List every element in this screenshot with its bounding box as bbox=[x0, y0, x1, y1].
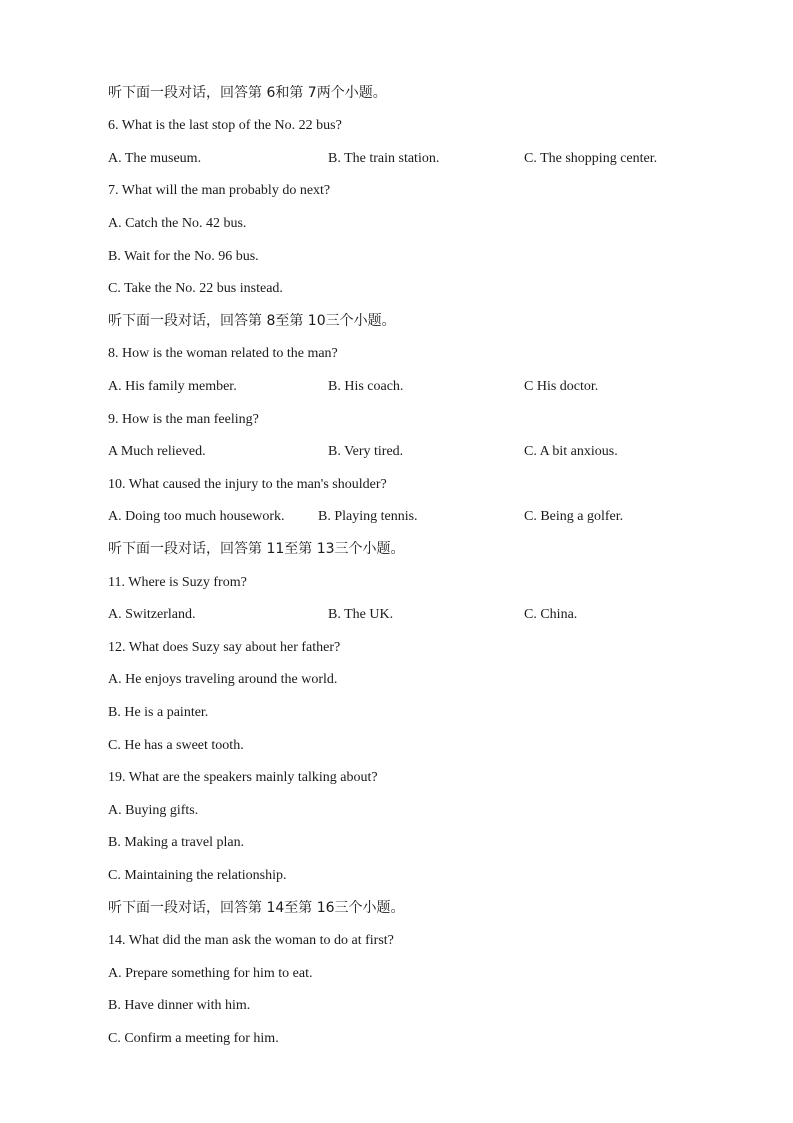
question-12-option-b: B. He is a painter. bbox=[108, 705, 209, 720]
question-8-option-b: B. His coach. bbox=[328, 379, 404, 394]
question-11-option-c: C. China. bbox=[524, 607, 578, 622]
question-7-option-b: B. Wait for the No. 96 bus. bbox=[108, 249, 259, 264]
section-heading: 听下面一段对话，回答第 14至第 16三个小题。 bbox=[108, 900, 405, 916]
question-14-option-b: B. Have dinner with him. bbox=[108, 998, 251, 1013]
question-9: 9. How is the man feeling? bbox=[108, 412, 259, 427]
question-12-option-a: A. He enjoys traveling around the world. bbox=[108, 672, 338, 687]
question-19-option-c: C. Maintaining the relationship. bbox=[108, 868, 287, 883]
question-10-option-a: A. Doing too much housework. bbox=[108, 509, 285, 524]
question-7-option-c: C. Take the No. 22 bus instead. bbox=[108, 281, 283, 296]
question-9-option-c: C. A bit anxious. bbox=[524, 444, 618, 459]
question-6-option-b: B. The train station. bbox=[328, 151, 440, 166]
question-6-option-a: A. The museum. bbox=[108, 151, 202, 166]
question-14-option-c: C. Confirm a meeting for him. bbox=[108, 1031, 279, 1046]
question-14-option-a: A. Prepare something for him to eat. bbox=[108, 966, 313, 981]
question-10-option-b: B. Playing tennis. bbox=[318, 509, 418, 524]
question-12: 12. What does Suzy say about her father? bbox=[108, 640, 341, 655]
question-19-option-a: A. Buying gifts. bbox=[108, 803, 199, 818]
question-6-option-c: C. The shopping center. bbox=[524, 151, 658, 166]
question-11-option-b: B. The UK. bbox=[328, 607, 394, 622]
question-10: 10. What caused the injury to the man's shoulder? bbox=[108, 477, 387, 492]
question-7-option-a: A. Catch the No. 42 bus. bbox=[108, 216, 247, 231]
section-heading: 听下面一段对话，回答第 6和第 7两个小题。 bbox=[108, 85, 387, 101]
question-9-option-a: A Much relieved. bbox=[108, 444, 206, 459]
question-11-option-a: A. Switzerland. bbox=[108, 607, 196, 622]
question-8-option-c: C His doctor. bbox=[524, 379, 599, 394]
section-heading: 听下面一段对话，回答第 11至第 13三个小题。 bbox=[108, 541, 405, 557]
question-9-option-b: B. Very tired. bbox=[328, 444, 404, 459]
question-11: 11. Where is Suzy from? bbox=[108, 575, 247, 590]
question-19: 19. What are the speakers mainly talking about? bbox=[108, 770, 378, 785]
question-14: 14. What did the man ask the woman to do at first? bbox=[108, 933, 394, 948]
question-10-option-c: C. Being a golfer. bbox=[524, 509, 624, 524]
question-12-option-c: C. He has a sweet tooth. bbox=[108, 738, 244, 753]
section-heading: 听下面一段对话，回答第 8至第 10三个小题。 bbox=[108, 313, 396, 329]
question-7: 7. What will the man probably do next? bbox=[108, 183, 331, 198]
question-19-option-b: B. Making a travel plan. bbox=[108, 835, 245, 850]
question-8-option-a: A. His family member. bbox=[108, 379, 237, 394]
question-8: 8. How is the woman related to the man? bbox=[108, 346, 338, 361]
question-6: 6. What is the last stop of the No. 22 bus? bbox=[108, 118, 342, 133]
